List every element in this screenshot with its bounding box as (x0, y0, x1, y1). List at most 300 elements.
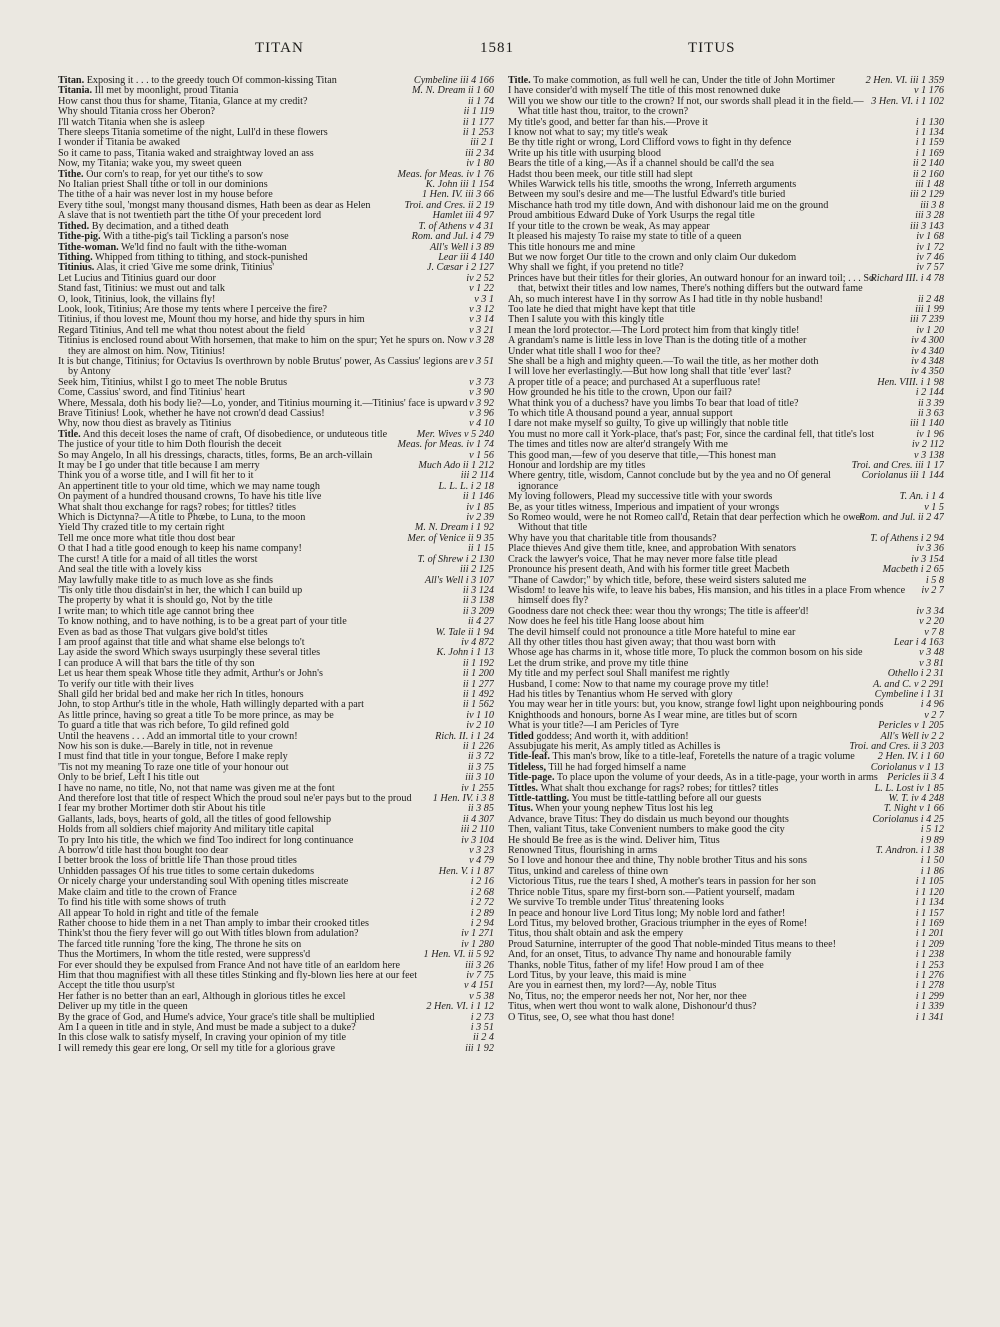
entry-reference: iv 1 10 (466, 709, 494, 721)
entry-reference: v 2 20 (919, 616, 944, 628)
entry-reference: ii 3 209 (462, 605, 494, 617)
quotation-text: I have consider'd with myself The title of this most renowned duke (508, 85, 781, 97)
quotation-text: A borrow'd title hast thou bought too dear (58, 845, 229, 857)
entry-reference: v 4 79 (469, 855, 494, 867)
quotation-text: I better brook the loss of brittle life Than those proud titles (58, 855, 297, 867)
entry-reference: ii 1 192 (462, 657, 494, 669)
quotation-text: Or nicely charge your understanding soul With opening titles miscreate (58, 876, 349, 888)
quotation-text: Knighthoods and honours, borne As I wear mine, are titles but of scorn (508, 709, 798, 721)
quotation-text: Even as bad as those That vulgars give bold'st titles (58, 626, 268, 638)
entry-reference: iii 2 110 (460, 824, 494, 836)
entry-reference: i 9 89 (920, 834, 944, 846)
quotation-text: Rather choose to hide them in a net Than amply to imbar their crooked titles (58, 917, 370, 929)
quotation-text: To find his title with some shows of truth (58, 897, 226, 909)
headword: Title-page. (508, 772, 555, 784)
quotation-text: I'll watch Titania when she is asleep (58, 116, 205, 128)
quotation-text: Gallants, lads, boys, hearts of gold, all the titles of good fellowship (58, 813, 332, 825)
entry-reference: L. L. Lost iv 1 85 (874, 782, 944, 794)
quotation-text: Ill met by moonlight, proud Titania (94, 85, 239, 97)
entry-reference: iv 4 872 (461, 636, 494, 648)
concordance-entry (508, 586, 944, 607)
entry-reference: iii 1 92 (465, 1042, 494, 1054)
quotation-text: We'ld find no fault with the tithe-woman (121, 241, 287, 253)
entry-reference: iv 7 75 (466, 969, 494, 981)
quotation-text: Let Lucius and Titinius guard our door (58, 272, 216, 284)
entry-reference: 3 Hen. VI. i 1 102 (871, 95, 944, 107)
quotation-text: Accept the title thou usurp'st (58, 980, 175, 992)
quotation-text: Where, Messala, doth his body lie?—Lo, yonder, and Titinius mourning it.—Titinius' face is upward (58, 397, 468, 409)
quotation-text: The justice of your title to him Doth flourish the deceit (58, 439, 282, 451)
entry-reference: iv 1 72 (916, 241, 944, 253)
headword: Tithed. (58, 220, 90, 232)
entry-reference: i 1 341 (915, 1011, 944, 1023)
quotation-text: Thrice noble Titus, spare my first-born son.—Patient yourself, madam (508, 886, 795, 898)
quotation-text: Bears the title of a king,—As if a channel should be call'd the sea (508, 158, 775, 170)
entry-reference: iii 2 125 (460, 564, 494, 576)
quotation-text: The property by what it is should go, Not by the title (58, 595, 273, 607)
quotation-text: Are you in earnest then, my lord?—Ay, noble Titus (508, 980, 717, 992)
entry-reference: iv 1 96 (916, 428, 944, 440)
quotation-text: With a tithe-pig's tail Tickling a parson's nose (102, 231, 289, 243)
quotation-text: It is but change, Titinius; for Octavius Is overthrown by noble Brutus' power, As Cassius' legions are by Antony (58, 355, 468, 378)
entry-reference: iv 1 20 (916, 324, 944, 336)
quotation-text: This man's brow, like to a title-leaf, Foretells the nature of a tragic volume (552, 751, 855, 763)
quotation-text: Proud Saturnine, interrupter of the good That noble-minded Titus means to thee! (508, 938, 837, 950)
quotation-text: The tithe of a hair was never lost in my house before (58, 189, 273, 201)
entry-reference: ii 1 226 (462, 741, 494, 752)
concordance-entry (58, 336, 494, 357)
quotation-text: To guard a title that was rich before, To gild refined gold (58, 720, 289, 732)
entry-reference: Troi. and Cres. iii 1 17 (851, 460, 944, 472)
quotation-text: Why shall we fight, if you pretend no title? (508, 262, 684, 274)
quotation-text: 'Tis not my meaning To raze one title of your honour out (58, 761, 289, 773)
quotation-text: Titus, thou shalt obtain and ask the empery (508, 928, 684, 940)
concordance-entry (58, 1044, 494, 1054)
entry-reference: iv 3 154 (911, 553, 944, 565)
quotation-text: You must no more call it York-place, that's past; For, since the cardinal fell, that title's lost (508, 428, 875, 440)
quotation-text: And, for an onset, Titus, to advance Thy name and honourable family (508, 949, 792, 961)
entry-reference: iv 2 39 (466, 512, 494, 524)
entry-reference: Much Ado ii 1 212 (418, 460, 494, 472)
entry-reference: ii 3 124 (462, 584, 494, 596)
quotation-text: I fear my brother Mortimer doth stir About his title (58, 803, 266, 815)
entry-reference: v 1 176 (914, 85, 944, 97)
entry-reference: Coriolanus v 1 13 (870, 761, 944, 773)
entry-reference: i 1 86 (920, 865, 944, 877)
entry-reference: v 1 5 (924, 501, 944, 513)
quotation-text: Pronounce his present death, And with his former title greet Macbeth (508, 564, 790, 576)
quotation-text: Look, look, Titinius; Are those my tents where I perceive the fire? (58, 303, 328, 315)
quotation-text: A proper title of a peace; and purchased At a superfluous rate! (508, 376, 761, 388)
entry-reference: v 7 8 (924, 626, 944, 638)
quotation-text: May lawfully make title to as much love as she finds (58, 574, 274, 586)
concordance-entry (508, 274, 944, 295)
quotation-text: As little prince, having so great a title To be more prince, as may be (58, 709, 334, 721)
quotation-text: Make claim and title to the crown of France (58, 886, 237, 898)
quotation-text: "Thane of Cawdor;" by which title, before, these weird sisters saluted me (508, 574, 807, 586)
quotation-text: I wonder if Titania be awaked (58, 137, 180, 149)
entry-reference: 1 Hen. IV. iii 3 66 (422, 189, 494, 201)
entry-reference: Rich. II. i 1 24 (435, 730, 494, 742)
entry-reference: Coriolanus iii 1 144 (861, 470, 944, 482)
entry-reference: i 2 94 (470, 917, 494, 929)
quotation-text: O that I had a title good enough to keep his name company! (58, 543, 302, 555)
quotation-text: Thanks, noble Titus, father of my life! How proud I am of thee (508, 959, 764, 971)
entry-reference: iv 4 348 (911, 355, 944, 367)
quotation-text: Now, my Titania; wake you, my sweet queen (58, 158, 242, 170)
entry-reference: ii 1 15 (467, 543, 494, 555)
quotation-text: Lay aside the sword Which sways usurpingly these several titles (58, 647, 321, 659)
quotation-text: Seek him, Titinius, whilst I go to meet The noble Brutus (58, 376, 288, 388)
quotation-text: Where gentry, title, wisdom, Cannot conclude but by the yea and no Of general ignorance (508, 470, 831, 492)
entry-reference: i 1 169 (915, 917, 944, 929)
headword: Tithing. (58, 251, 93, 263)
concordance-entry (58, 357, 494, 378)
quotation-text: If your title to the crown be weak, As may appear (508, 220, 710, 232)
headword: Tithe. (58, 168, 84, 180)
entry-reference: v 3 92 (469, 397, 494, 409)
concordance-entry (508, 513, 944, 534)
entry-reference: v 3 12 (469, 303, 494, 315)
entry-reference: T. Andron. i 1 38 (875, 845, 944, 857)
quotation-text: Whose age has charms in it, whose title more, To pluck the common bosom on his side (508, 647, 863, 659)
quotation-text: To make commotion, as full well he can, Under the title of John Mortimer (533, 76, 835, 86)
entry-reference: v 2 7 (924, 709, 944, 721)
quotation-text: Regard Titinius, And tell me what thou notest about the field (58, 324, 306, 336)
entry-reference: v 3 48 (919, 647, 944, 659)
quotation-text: This good man,—few of you deserve that title,—This honest man (508, 449, 776, 461)
quotation-text: Tell me once more what title thou dost bear (58, 532, 235, 544)
quotation-text: Thus the Mortimers, In whom the title rested, were suppress'd (58, 949, 311, 961)
entry-reference: iv 2 112 (911, 439, 944, 451)
entry-reference: iii 3 10 (465, 772, 494, 784)
quotation-text: What think you of a duchess? have you limbs To bear that load of title? (508, 397, 799, 409)
entry-reference: v 3 138 (914, 449, 944, 461)
quotation-text: But we now forget Our title to the crown and only claim Our dukedom (508, 251, 797, 263)
entry-reference: iv 3 36 (916, 543, 944, 555)
entry-reference: ii 3 63 (917, 408, 944, 419)
quotation-text: Let us hear them speak Whose title they admit, Arthur's or John's (58, 668, 323, 680)
quotation-text: So may Angelo, In all his dressings, characts, titles, forms, Be an arch-villain (58, 449, 373, 461)
quotation-text: Think'st thou the fiery fever will go out With titles blown from adulation? (58, 928, 359, 940)
quotation-text: He should Be free as is the wind. Deliver him, Titus (508, 834, 720, 846)
entry-reference: v 1 22 (469, 283, 494, 295)
entry-reference: ii 1 200 (462, 668, 494, 680)
quotation-text: And therefore lost that title of respect Which the proud soul ne'er pays but to the proud (58, 793, 412, 805)
quotation-text: No Italian priest Shall tithe or toll in our dominions (58, 179, 268, 191)
entry-reference: i 5 8 (925, 574, 944, 586)
left-column (58, 76, 494, 1308)
quotation-text: The curst! A title for a maid of all titles the worst (58, 553, 258, 565)
quotation-text: Assubjugate his merit, As amply titled as Achilles is (508, 741, 721, 752)
headword: Titania. (58, 85, 93, 97)
entry-reference: L. L. L. i 2 18 (438, 480, 494, 492)
quotation-text: Titinius is enclosed round about With horsemen, that make to him on the spur; Yet he spurs on. Now they are almost on him. Now, Titinius! (58, 335, 468, 357)
quotation-text: What shalt thou exchange for rags? robes; for tittles? titles (540, 782, 779, 794)
entry-reference: v 3 73 (469, 376, 494, 388)
quotation-text: Then, valiant Titus, take Convenient numbers to make good the city (508, 824, 785, 836)
entry-reference: v 3 81 (919, 657, 944, 669)
entry-reference: i 2 68 (470, 886, 494, 898)
headword: Title-leaf. (508, 751, 550, 763)
quotation-text: Wisdom! to leave his wife, to leave his babes, His mansion, and his titles in a place From whence himself does fly? (508, 584, 906, 607)
entry-reference: T. of Athens v 4 31 (418, 220, 494, 232)
quotation-text: The devil himself could not pronounce a title More hateful to mine ear (508, 626, 796, 638)
entry-reference: T. of Shrew i 2 130 (417, 553, 494, 565)
entry-reference: ii 1 146 (462, 491, 494, 503)
quotation-text: I will love her everlastingly.—But how long shall that title 'ever' last? (508, 366, 792, 378)
quotation-text: Now does he feel his title Hang loose about him (508, 616, 705, 628)
entry-reference: ii 4 27 (467, 616, 494, 628)
entry-reference: Lear i 4 163 (893, 636, 944, 648)
quotation-text: Proud ambitious Edward Duke of York Usurps the regal title (508, 210, 755, 222)
quotation-text: Will you we show our title to the crown? If not, our swords shall plead it in the field.—What title hast thou, traitor, to the crown? (508, 95, 864, 118)
entry-reference: iv 4 350 (911, 366, 944, 378)
entry-reference: Hen. V. i 1 87 (438, 865, 494, 877)
entry-reference: iv 1 80 (466, 158, 494, 170)
quotation-text: Between my soul's desire and me—The lustful Edward's title buried (508, 189, 786, 201)
entry-reference: iv 1 68 (916, 231, 944, 243)
quotation-text: By decimation, and a tithed death (91, 220, 229, 232)
quotation-text: This title honours me and mine (508, 241, 636, 253)
quotation-text: Hadst thou been meek, our title still had slept (508, 168, 693, 180)
quotation-text: Place thieves And give them title, knee, and approbation With senators (508, 543, 796, 555)
quotation-text: When your young nephew Titus lost his leg (535, 803, 713, 815)
entry-reference: iv 1 271 (461, 928, 494, 940)
entry-reference: iii 1 140 (910, 418, 944, 430)
entry-reference: i 1 276 (915, 969, 944, 981)
quotation-text: Crack the lawyer's voice, That he may never more false title plead (508, 553, 778, 565)
quotation-text: To pry Into his title, the which we find Too indirect for long continuance (58, 834, 354, 846)
quotation-text: A grandam's name is little less in love Than is the doting title of a mother (508, 335, 807, 347)
quotation-text: goddess; And worth it, with addition! (536, 730, 689, 742)
quotation-text: Goodness dare not check thee: wear thou thy wrongs; The title is affeer'd! (508, 605, 809, 617)
entry-reference: Hen. VIII. i 1 98 (877, 376, 944, 388)
quotation-text: I will remedy this gear ere long, Or sell my title for a glorious grave (58, 1042, 335, 1054)
quotation-text: You may wear her in title yours: but, you know, strange fowl light upon neighbouring ponds (508, 699, 884, 711)
quotation-text: I am proof against that title and what shame else belongs to't (58, 636, 305, 648)
entry-reference: i 1 120 (915, 886, 944, 898)
entry-reference: Lear iii 4 140 (438, 251, 494, 263)
quotation-text: Till he had forged himself a name (548, 761, 686, 773)
entry-reference: Pericles v 1 205 (878, 720, 944, 732)
quotation-text: To verify our title with their lives (58, 678, 194, 690)
entry-reference: All's Well i 3 107 (424, 574, 494, 586)
entry-reference: i 1 134 (915, 897, 944, 909)
quotation-text: How grounded he his title to the crown, Upon our fail? (508, 387, 732, 399)
entry-reference: i 2 73 (470, 1011, 494, 1023)
entry-reference: K. John i 1 13 (436, 647, 494, 659)
entry-reference: i 1 209 (915, 938, 944, 950)
quotation-text: Then I salute you with this kingly title (508, 314, 664, 326)
entry-reference: ii 2 140 (912, 158, 944, 170)
headword: Tithe-woman. (58, 241, 119, 253)
quotation-text: Deliver up my title in the queen (58, 1001, 188, 1013)
concordance-entry (508, 97, 944, 118)
quotation-text: And seal the title with a lovely kiss (58, 564, 202, 576)
entry-reference: iii 3 143 (910, 220, 944, 232)
quotation-text: Be thy title right or wrong, Lord Clifford vows to fight in thy defence (508, 137, 792, 149)
entry-reference: Meas. for Meas. iv 1 76 (397, 168, 494, 180)
headword: Title. (58, 428, 81, 440)
entry-reference: ii 3 39 (917, 397, 944, 409)
entry-reference: Mer. Wives v 5 240 (416, 428, 494, 440)
entry-reference: i 3 51 (470, 1021, 494, 1033)
entry-reference: T. Night v 1 66 (883, 803, 944, 815)
headword: Tittle-tattling. (508, 793, 570, 805)
entry-reference: M. N. Dream i 1 92 (414, 522, 494, 534)
entry-reference: ii 3 72 (467, 751, 494, 763)
quotation-text: Whiles Warwick tells his title, smooths the wrong, Inferreth arguments (508, 179, 797, 191)
entry-reference: iii 1 48 (915, 179, 944, 191)
quotation-text: Brave Titinius! Look, whether he have not crown'd dead Cassius! (58, 408, 325, 419)
quotation-text: The farced title running 'fore the king, The throne he sits on (58, 938, 302, 950)
quotation-text: Until the heavens . . . Add an immortal title to your crown! (58, 730, 298, 742)
quotation-text: To know nothing, and to have nothing, is to be a great part of your title (58, 616, 347, 628)
quotation-text: Our corn's to reap, for yet our tithe's to sow (86, 168, 263, 180)
headword: Tithe-pig. (58, 231, 101, 243)
entry-reference: Mer. of Venice ii 9 35 (407, 532, 494, 544)
quotation-text: Princes have but their titles for their glories, An outward honour for an inward toil; . . . So that, betwixt their titles and low names, There's nothing differs but the outward fame (508, 272, 875, 295)
quotation-text: Titus, when wert thou wont to walk alone, Dishonour'd thus? (508, 1001, 757, 1013)
quotation-text: O, look, Titinius, look, the villains fly! (58, 293, 216, 305)
quotation-text: Husband, I come: Now to that name my courage prove my title! (508, 678, 769, 690)
entry-reference: Rom. and Jul. i 4 79 (411, 231, 494, 243)
entry-reference: i 1 238 (915, 949, 944, 961)
quotation-text: Shall gild her bridal bed and make her rich In titles, honours (58, 688, 304, 700)
entry-reference: iv 3 104 (461, 834, 494, 846)
entry-reference: T. of Athens i 2 94 (870, 532, 944, 544)
quotation-text: A slave that is not twentieth part the tithe Of your precedent lord (58, 210, 322, 222)
entry-reference: Coriolanus i 4 25 (872, 813, 944, 825)
entry-reference: iii 2 1 (470, 137, 494, 149)
entry-reference: ii 4 307 (462, 813, 494, 825)
entry-reference: iii 3 28 (915, 210, 944, 222)
entry-reference: ii 3 85 (467, 803, 494, 815)
quotation-text: Yield Thy crazed title to my certain right (58, 522, 225, 534)
entry-reference: iv 1 85 (466, 501, 494, 513)
quotation-text: To place upon the volume of your deeds, As in a title-page, your worth in arms (556, 772, 878, 784)
quotation-text: All appear To hold in right and title of the female (58, 907, 259, 919)
quotation-text: It pleased his majesty To raise my state to title of a queen (508, 231, 742, 243)
quotation-text: Mischance hath trod my title down, And with dishonour laid me on the ground (508, 199, 829, 211)
entry-reference: v 1 56 (469, 449, 494, 461)
entry-reference: 2 Hen. IV. i 1 60 (877, 751, 944, 763)
quotation-text: In this close walk to satisfy myself, In craving your opinion of my title (58, 1032, 347, 1044)
entry-reference: i 1 278 (915, 980, 944, 992)
headword: Titled (508, 730, 534, 742)
entry-reference: 2 Hen. VI. iii 1 359 (865, 76, 944, 86)
quotation-text: My loving followers, Plead my successive title with your swords (508, 491, 773, 503)
entry-reference: ii 2 160 (912, 168, 944, 180)
quotation-text: Now his son is duke.—Barely in title, not in revenue (58, 741, 273, 752)
quotation-text: We survive To tremble under Titus' threatening looks (508, 897, 725, 909)
headword: Title. (508, 76, 531, 86)
entry-reference: W. Tale ii 1 94 (435, 626, 494, 638)
entry-reference: M. N. Dream ii 1 60 (412, 85, 494, 97)
entry-reference: i 1 157 (915, 907, 944, 919)
quotation-text: An appertinent title to your old time, which we may name tough (58, 480, 320, 492)
quotation-text: I must find that title in your tongue, Before I make reply (58, 751, 288, 763)
entry-reference: i 1 105 (915, 876, 944, 888)
quotation-text: For ever should they be expulsed from France And not have title of an earldom here (58, 959, 401, 971)
quotation-text: Renowned Titus, flourishing in arms (508, 845, 658, 857)
entry-reference: Cymbeline iii 4 166 (413, 76, 494, 86)
quotation-text: John, to stop Arthur's title in the whole, Hath willingly departed with a part (58, 699, 364, 711)
quotation-text: All thy other titles thou hast given away; that thou wast born with (508, 636, 776, 648)
entry-reference: ii 1 277 (462, 678, 494, 690)
entry-reference: i 1 159 (915, 137, 944, 149)
quotation-text: So it came to pass, Titania waked and straightway loved an ass (58, 147, 314, 159)
entry-reference: i 1 299 (915, 990, 944, 1002)
headword: Titan. (58, 76, 85, 86)
quotation-text: Titus, unkind and careless of thine own (508, 865, 669, 877)
quotation-text: So I love and honour thee and thine, Thy noble brother Titus and his sons (508, 855, 807, 867)
quotation-text: Which is Dictynna?—A title to Phœbe, to Luna, to the moon (58, 512, 306, 524)
entry-reference: v 3 28 (469, 335, 494, 347)
quotation-text: You must be tittle-tattling before all our guests (571, 793, 762, 805)
quotation-text: Victorious Titus, rue the tears I shed, A mother's tears in passion for her son (508, 876, 816, 888)
quotation-text: It may be I go under that title because I am merry (58, 460, 260, 472)
entry-reference: Othello i 2 31 (887, 668, 944, 680)
entry-reference: All's Well iv 2 2 (880, 730, 944, 742)
entry-reference: iv 7 46 (916, 251, 944, 263)
quotation-text: My title's good, and better far than his.—Prove it (508, 116, 708, 128)
quotation-text: Why, now thou diest as bravely as Titinius (58, 418, 232, 430)
quotation-text: Come, Cassius' sword, and find Titinius' heart (58, 387, 246, 399)
entry-reference: K. John iii 1 154 (425, 179, 494, 191)
entry-reference: ii 2 4 (473, 1032, 494, 1044)
quotation-text: Her father is no better than an earl, Although in glorious titles he excel (58, 990, 346, 1002)
entry-reference: iii 1 99 (915, 303, 944, 315)
entry-reference: iii 2 129 (910, 189, 944, 201)
entry-reference: ii 1 177 (462, 116, 494, 128)
quotation-text: Titinius, if thou lovest me, Mount thou my horse, and hide thy spurs in him (58, 314, 365, 326)
quotation-text: Only to be brief, Left I his title out (58, 772, 200, 784)
entry-reference: v 4 10 (469, 418, 494, 430)
quotation-text: Lord Titus, by your leave, this maid is mine (508, 969, 687, 981)
quotation-text: Alas, it cried 'Give me some drink, Titinius' (96, 262, 275, 274)
entry-reference: v 3 1 (474, 293, 494, 305)
entry-reference: ii 1 562 (462, 699, 494, 711)
entry-reference: Richard III. i 4 78 (870, 272, 944, 284)
entry-reference: v 3 14 (469, 314, 494, 326)
concordance-entry (508, 1013, 944, 1023)
quotation-text: There sleeps Titania sometime of the night, Lull'd in these flowers (58, 127, 328, 139)
entry-reference: 1 Hen. IV. i 3 8 (432, 793, 494, 805)
entry-reference: Troi. and Cres. ii 2 19 (404, 199, 494, 211)
entry-reference: i 5 12 (920, 824, 944, 836)
entry-reference: ii 3 75 (467, 761, 494, 773)
entry-reference: i 2 72 (470, 897, 494, 909)
entry-reference: i 1 201 (915, 928, 944, 940)
entry-reference: iii 3 26 (465, 959, 494, 971)
quotation-text: O Titus, see, O, see what thou hast done! (508, 1011, 675, 1023)
quotation-text: I write man; to which title age cannot bring thee (58, 605, 255, 617)
entry-reference: i 1 130 (915, 116, 944, 128)
entry-reference: iv 2 7 (921, 584, 944, 596)
quotation-text: On payment of a hundred thousand crowns, To have his title live (58, 491, 322, 503)
entry-reference: ii 1 253 (462, 127, 494, 139)
entry-reference: iii 3 8 (920, 199, 944, 211)
entry-reference: i 2 89 (470, 907, 494, 919)
quotation-text: I mean the lord protector.—The Lord protect him from that kingly title! (508, 324, 800, 336)
entry-reference: iv 2 10 (466, 720, 494, 732)
entry-reference: Meas. for Meas. iv 1 74 (397, 439, 494, 451)
headword: Tittles. (508, 782, 539, 794)
quotation-text: Every tithe soul, 'mongst many thousand dismes, Hath been as dear as Helen (58, 199, 371, 211)
entry-reference: Rom. and Jul. ii 2 47 (858, 512, 944, 524)
